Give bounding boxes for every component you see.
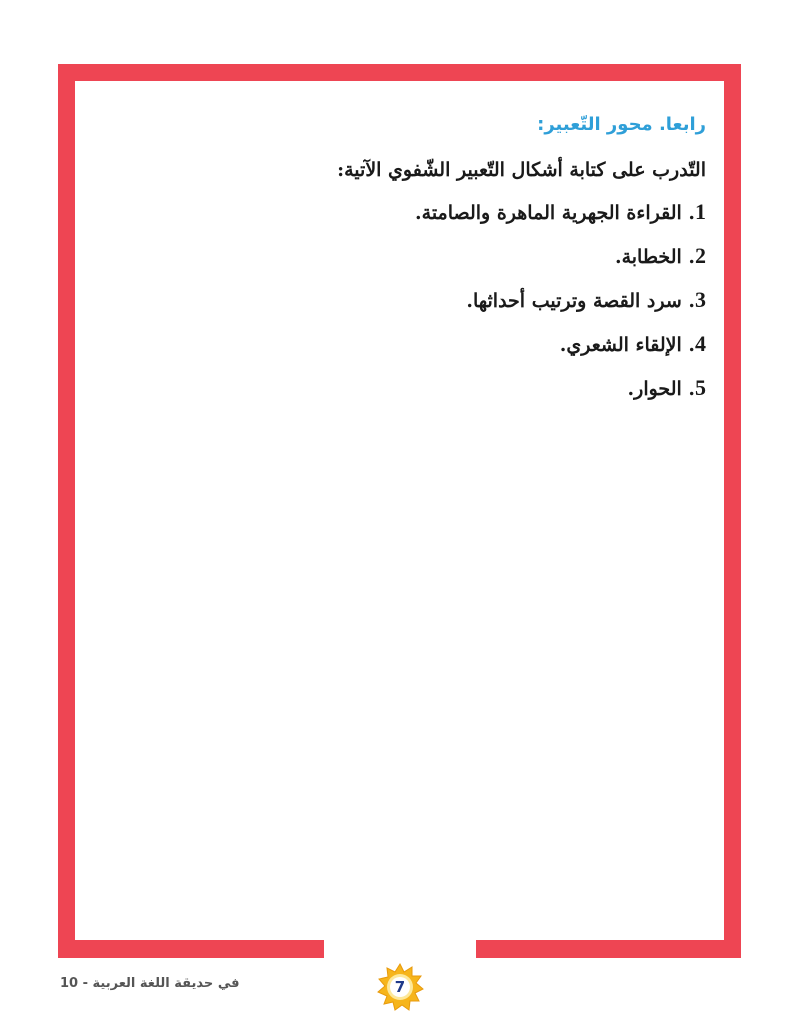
- list-item-number: 4: [695, 331, 706, 356]
- list-item-number: 5: [695, 375, 706, 400]
- page-number: 7: [394, 978, 406, 996]
- expression-forms-list: [100, 198, 706, 403]
- list-item: [100, 330, 706, 359]
- frame-border-top: [58, 64, 741, 81]
- list-item-text: . الإلقاء الشعري.: [559, 334, 695, 356]
- list-item-number: 2: [695, 243, 706, 268]
- list-item: [100, 286, 706, 315]
- list-item-number: 1: [695, 199, 706, 224]
- book-title-footer: في حديقة اللغة العربية - 10: [60, 976, 240, 991]
- frame-border-right: [724, 64, 741, 958]
- frame-border-bottom-left: [58, 940, 324, 958]
- list-item-number: 3: [695, 287, 706, 312]
- section-heading: رابعا. محور التّعبير:: [537, 114, 706, 135]
- list-item-text: . سرد القصة وترتيب أحداثها.: [466, 290, 695, 312]
- list-item: [100, 374, 706, 403]
- list-item-text: . الحوار.: [627, 378, 695, 400]
- list-item-text: . القراءة الجهرية الماهرة والصامتة.: [415, 202, 695, 224]
- intro-paragraph: التّدرب على كتابة أشكال التّعبير الشّفوي الآتية:: [337, 159, 706, 181]
- page-content: [100, 112, 706, 418]
- frame-border-bottom-right: [476, 940, 741, 958]
- list-item: [100, 198, 706, 227]
- list-item-text: . الخطابة.: [614, 246, 695, 268]
- list-item: [100, 242, 706, 271]
- frame-border-left: [58, 64, 75, 958]
